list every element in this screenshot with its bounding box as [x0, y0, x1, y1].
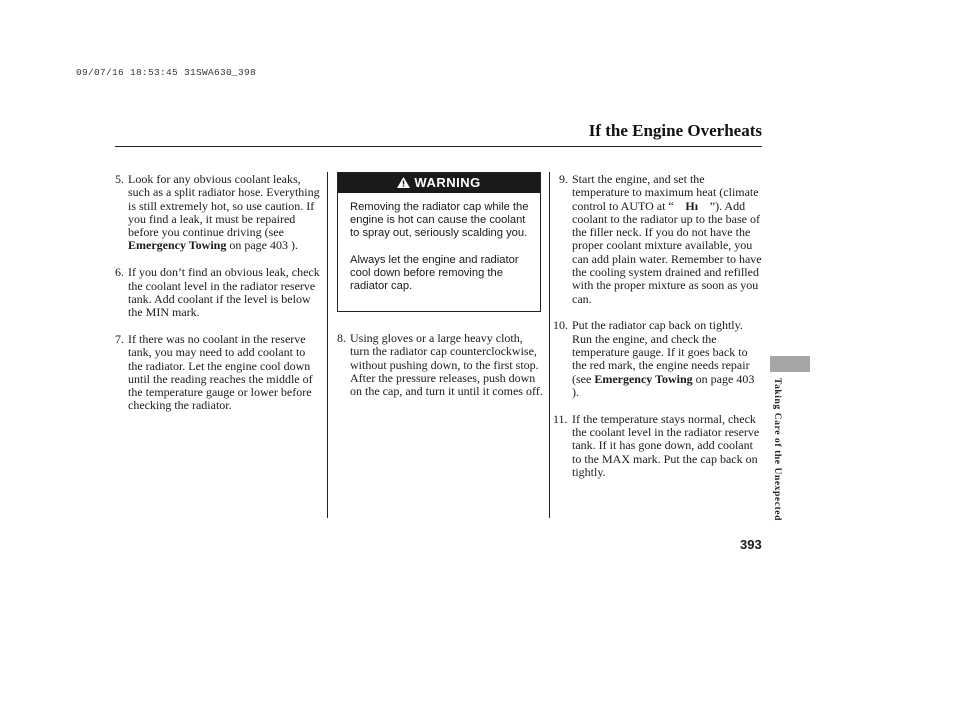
hi-temperature-icon: Hı — [685, 198, 699, 213]
page-title: If the Engine Overheats — [588, 121, 762, 140]
emergency-towing-link-2[interactable]: Emergency Towing — [594, 371, 693, 386]
step-9: 9. Start the engine, and set the temperature to maximum heat (climate control to AUTO at “ Hı ”). Add coolant to the radiator up to the base of the filler neck. If you do not have the proper coolant mixture available, you can add plain water. Remember to have the cooling system drained and refilled with the proper mixture as soon as you can. — [559, 172, 762, 306]
step-7: 7. If there was no coolant in the reserve tank, you may need to add coolant to the radiator. Let the engine cool down until the reading reaches the middle of the temperature gauge or lower before checking the radiator. — [115, 331, 313, 413]
right-column — [553, 173, 762, 493]
section-tab-label: Taking Care of the Unexpected — [772, 378, 782, 522]
column-divider-2 — [549, 172, 550, 518]
emergency-towing-link[interactable]: Emergency Towing — [128, 238, 227, 253]
step-11: 11. If the temperature stays normal, check the coolant level in the radiator reserve tank. If it has gone down, add coolant to the MAX mark. Put the cap back on tightly. — [553, 411, 760, 479]
warning-body — [338, 193, 540, 293]
step-8: 8. Using gloves or a large heavy cloth, turn the radiator cap counterclockwise, without pushing down, to the first stop. After the pressure releases, push down on the cap, and turn it until it comes off. — [337, 331, 543, 399]
step-6: 6. If you don’t find an obvious leak, check the coolant level in the radiator reserve tank. Add coolant if the level is below the MIN mark. — [115, 265, 320, 320]
page-number: 393 — [740, 537, 762, 552]
warning-text-2: Always let the engine and radiator cool down before removing the radiator cap. — [350, 253, 519, 293]
left-column — [115, 173, 320, 426]
print-stamp: 09/07/16 18:53:45 31SWA630_398 — [76, 67, 257, 78]
warning-label: WARNING — [414, 175, 481, 190]
warning-triangle-icon — [397, 177, 410, 188]
warning-header — [338, 173, 540, 193]
warning-text-1: Removing the radiator cap while the engine is hot can cause the coolant to spray out, seriously scalding you. — [350, 201, 529, 240]
step-5: 5. Look for any obvious coolant leaks, such as a split radiator hose. Everything is still extremely hot, so use caution. If you find a leak, it must be repaired before you continue driving (see Emergency Towing on page 403 ). — [115, 172, 320, 253]
column-divider-1 — [327, 172, 328, 518]
warning-box — [337, 172, 541, 312]
middle-column — [337, 332, 543, 412]
title-rule — [115, 146, 762, 147]
section-tab — [770, 356, 810, 372]
step-10: 10. Put the radiator cap back on tightly. Run the engine, and check the temperature gauge. If it goes back to the red mark, the engine needs repair (see Emergency Towing on page 403 ). — [553, 318, 755, 399]
